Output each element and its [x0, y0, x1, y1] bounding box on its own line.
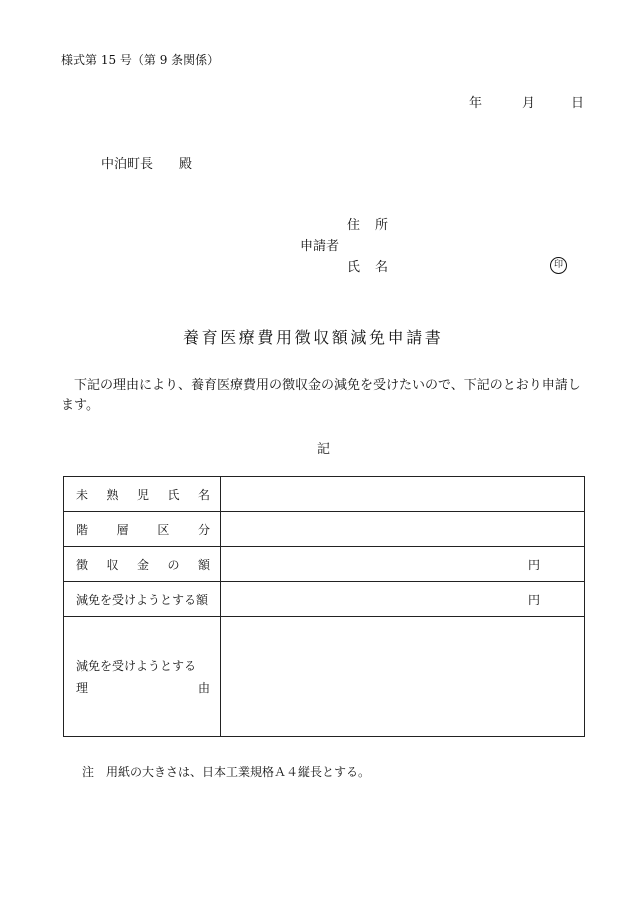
collection-amount-label: [64, 547, 221, 582]
table-row-reason: [64, 617, 585, 737]
label-char: 分: [197, 522, 210, 537]
form-number: 様式第 15 号（第 9 条関係）: [61, 53, 220, 67]
label-char: の: [167, 557, 180, 572]
label-char: 収: [106, 557, 119, 572]
yen-unit: 円: [527, 557, 540, 572]
addressee: 中泊町長 殿: [101, 157, 193, 172]
applicant-label: 申請者: [300, 239, 340, 254]
label-char: 未: [76, 487, 89, 502]
request-statement-text: 下記の理由により、養育医療費用の徴収金の減免を受けたいので、下記のとおり申請します。: [61, 378, 581, 413]
class-field[interactable]: [221, 512, 585, 547]
label-char: 理: [76, 680, 89, 695]
reduction-amount-field[interactable]: [221, 582, 585, 617]
child-name-label: [64, 477, 221, 512]
table-row-child-name: [64, 477, 585, 512]
address-label-char-2: 所: [375, 218, 389, 233]
table-row-class: [64, 512, 585, 547]
name-label-char-2: 名: [375, 260, 389, 275]
label-char: 金: [136, 557, 149, 572]
label-char: 由: [197, 680, 210, 695]
class-label: [64, 512, 221, 547]
table-row-collection-amount: [64, 547, 585, 582]
label-char: 層: [116, 522, 129, 537]
label-char: 徴: [76, 557, 89, 572]
ki-heading: 記: [317, 442, 331, 457]
document-title: 養育医療費用徴収額減免申請書: [183, 328, 444, 347]
date-year-label: 年: [469, 96, 483, 111]
reason-label: [64, 617, 221, 737]
label-char: 児: [136, 487, 149, 502]
label-char: 区: [157, 522, 170, 537]
table-row-reduction-amount: [64, 582, 585, 617]
reduction-amount-label-text: 減免を受けようとする額: [76, 592, 209, 607]
yen-unit: 円: [527, 592, 540, 607]
reason-field[interactable]: [221, 617, 585, 737]
request-statement: [61, 376, 591, 416]
address-label-char-1: 住: [347, 218, 361, 233]
child-name-field[interactable]: [221, 477, 585, 512]
reduction-amount-label: [64, 582, 221, 617]
label-char: 氏: [167, 487, 180, 502]
label-char: 熟: [106, 487, 119, 502]
paper-size-note: 注 用紙の大きさは、日本工業規格Ａ４縦長とする。: [82, 765, 371, 779]
date-month-label: 月: [522, 96, 536, 111]
collection-amount-field[interactable]: [221, 547, 585, 582]
name-label-char-1: 氏: [347, 260, 361, 275]
application-table: [63, 476, 585, 737]
label-char: 名: [197, 487, 210, 502]
seal-mark: 印: [550, 257, 567, 274]
date-day-label: 日: [571, 96, 585, 111]
label-char: 階: [76, 522, 89, 537]
reason-label-line-1: 減免を受けようとする: [76, 658, 197, 673]
label-char: 額: [197, 557, 210, 572]
